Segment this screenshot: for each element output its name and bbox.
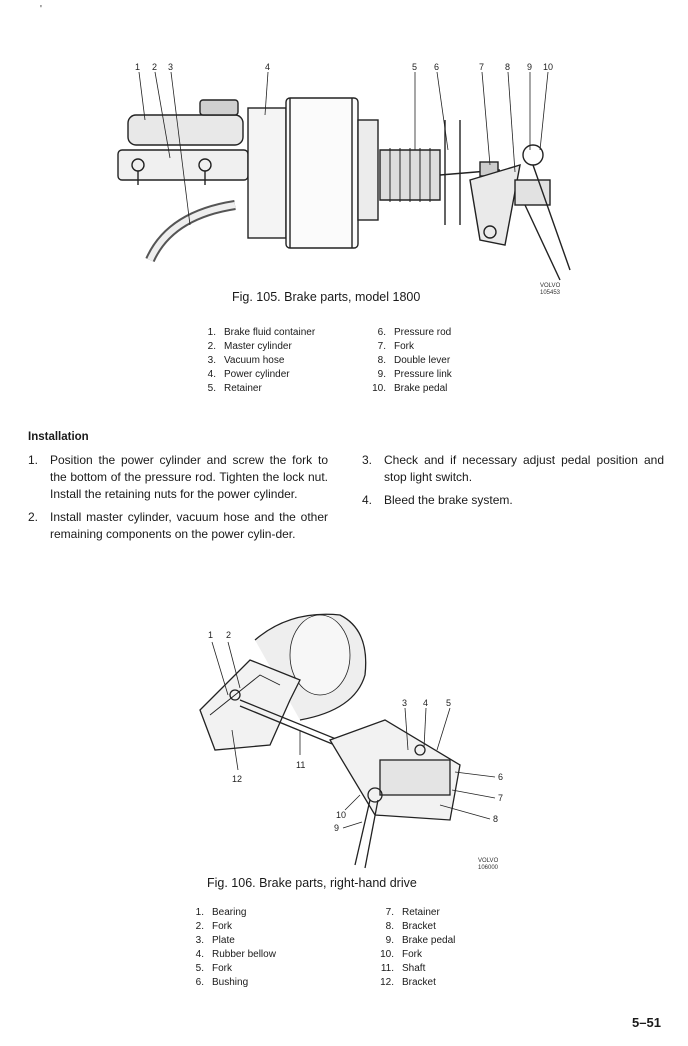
parts-item: 6. Bushing	[195, 977, 249, 988]
fig106-callout: 9	[334, 823, 340, 833]
parts-item: 7. Retainer	[385, 907, 440, 918]
parts-item: 2. Master cylinder	[207, 341, 292, 352]
fig105-callout: 1	[135, 62, 141, 72]
fig105-callout: 4	[265, 62, 271, 72]
fig105-stamp-number: 105453	[540, 290, 561, 296]
fig105-parts-right	[370, 326, 452, 396]
fig106-callout: 7	[498, 793, 504, 803]
fig105-callout: 9	[527, 62, 533, 72]
parts-item: 11. Shaft	[380, 963, 426, 974]
fig106-callout: 1	[208, 630, 214, 640]
fig106-stamp-brand: VOLVO	[478, 858, 499, 864]
fig106-callout: 10	[336, 810, 347, 820]
fig106-stamp-number: 106000	[478, 865, 499, 871]
parts-item: 9. Pressure link	[377, 369, 452, 380]
installation-steps-right	[362, 452, 664, 515]
fig106-callout: 6	[498, 772, 504, 782]
parts-item: 7. Fork	[377, 341, 414, 352]
fig106-callout: 3	[402, 698, 408, 708]
page-number: 5–51	[632, 1015, 661, 1030]
parts-item: 9. Brake pedal	[385, 935, 456, 946]
parts-item: 1. Bearing	[195, 907, 247, 918]
fig106-callout: 12	[232, 774, 243, 784]
fig106-callout: 11	[296, 760, 306, 770]
fig105-callout: 10	[543, 62, 554, 72]
fig106-callout: 5	[446, 698, 452, 708]
parts-item: 5. Retainer	[207, 383, 262, 394]
parts-item: 4. Power cylinder	[207, 369, 290, 380]
fig106-parts-right	[378, 906, 455, 990]
installation-step: 4. Bleed the brake system.	[362, 493, 513, 507]
parts-item: 2. Fork	[195, 921, 232, 932]
fig105-callout: 7	[479, 62, 485, 72]
fig106-parts-left	[188, 906, 276, 990]
parts-item: 12. Bracket	[380, 977, 436, 988]
installation-step: 1. Position the power cylinder and screw the fork to the bottom of the pressure rod. Tighten the lock nut. Install the retaining nuts for the power cylinder.	[28, 453, 328, 501]
fig105-stamp-brand: VOLVO	[540, 283, 561, 289]
parts-item: 6. Pressure rod	[377, 327, 452, 338]
fig106-callout: 8	[493, 814, 499, 824]
parts-item: 8. Double lever	[377, 355, 451, 366]
fig105-callout: 8	[505, 62, 511, 72]
fig105-callout: 5	[412, 62, 418, 72]
fig106-caption: Fig. 106. Brake parts, right-hand drive	[207, 876, 417, 890]
fig106-callout: 4	[423, 698, 429, 708]
fig105-parts-left	[200, 326, 315, 396]
installation-steps-left	[28, 452, 328, 549]
fig105-callout: 2	[152, 62, 158, 72]
parts-item: 10. Fork	[380, 949, 422, 960]
installation-heading: Installation	[28, 431, 89, 443]
parts-item: 10. Brake pedal	[372, 383, 448, 394]
installation-step: 3. Check and if necessary adjust pedal position and stop light switch.	[362, 453, 664, 484]
fig105-callout: 6	[434, 62, 440, 72]
parts-item: 8. Bracket	[385, 921, 436, 932]
parts-item: 4. Rubber bellow	[195, 949, 276, 960]
page-marker: '	[40, 4, 42, 15]
installation-step: 2. Install master cylinder, vacuum hose and the other remaining components on the power cylin-der.	[28, 510, 328, 541]
parts-item: 3. Plate	[195, 935, 235, 946]
fig106-callout: 2	[226, 630, 232, 640]
parts-item: 3. Vacuum hose	[207, 355, 285, 366]
parts-item: 1. Brake fluid container	[207, 327, 316, 338]
fig105-caption: Fig. 105. Brake parts, model 1800	[232, 290, 421, 304]
fig105-callout: 3	[168, 62, 174, 72]
fig106-illustration	[0, 600, 688, 880]
parts-item: 5. Fork	[195, 963, 232, 974]
fig105-illustration	[0, 0, 688, 300]
